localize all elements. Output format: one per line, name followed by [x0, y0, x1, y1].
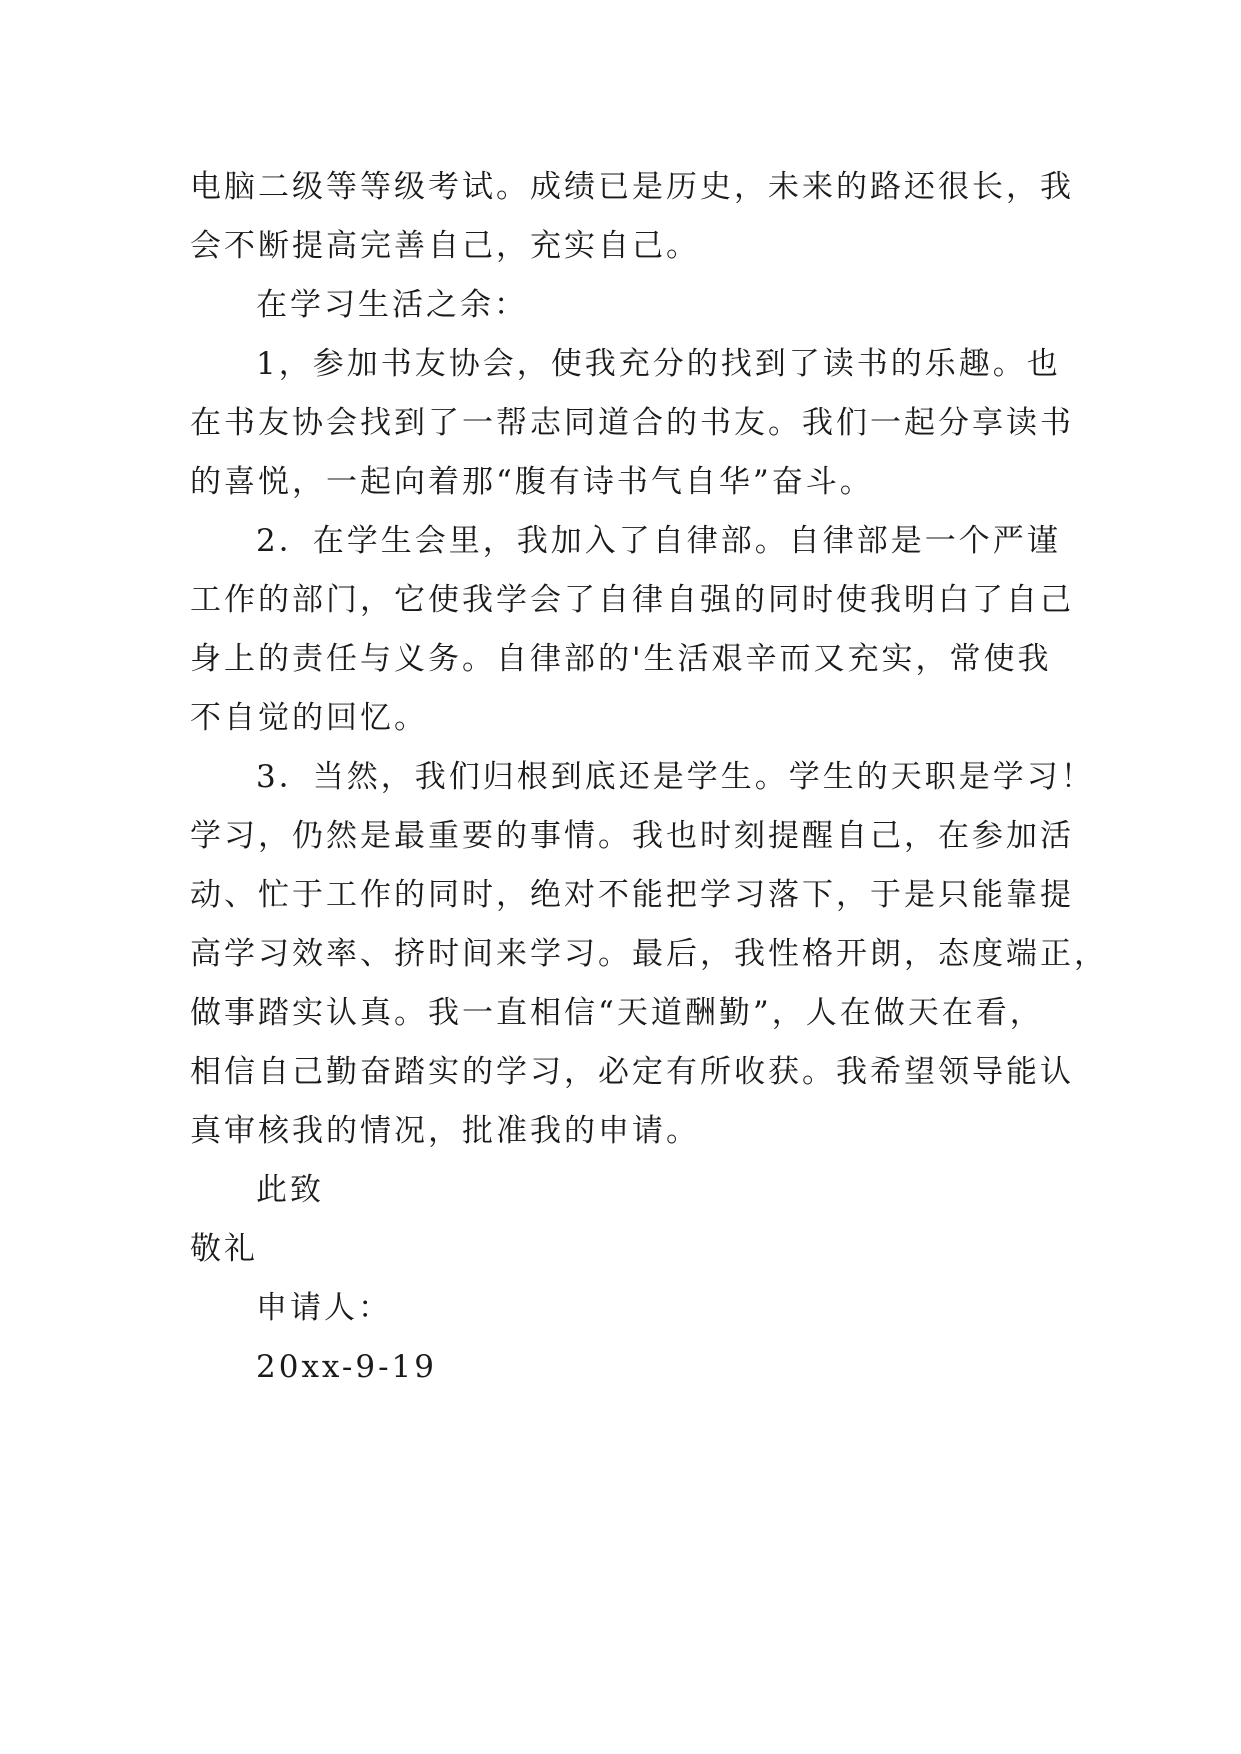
application-date: 20xx-9-19 [256, 1349, 437, 1385]
text-line: 1，参加书友协会，使我充分的找到了读书的乐趣。也 [256, 346, 1061, 382]
text-line: 不自觉的回忆。 [190, 700, 428, 736]
paragraph-intro [190, 276, 1070, 335]
text-line: 3．当然，我们归根到底还是学生。学生的天职是学习！ [256, 759, 1095, 795]
text-line: 会不断提高完善自己，充实自己。 [190, 228, 700, 264]
text-line: 高学习效率、挤时间来学习。最后，我性格开朗，态度端正， [190, 936, 1108, 972]
text-line: 在学习生活之余： [256, 287, 528, 323]
text-line: 2．在学生会里，我加入了自律部。自律部是一个严谨 [256, 523, 1061, 559]
applicant-block [190, 1279, 1070, 1397]
text-line: 相信自己勤奋踏实的学习，必定有所收获。我希望领导能认 [190, 1054, 1074, 1090]
applicant-label: 申请人： [256, 1290, 392, 1326]
text-line: 学习，仍然是最重要的事情。我也时刻提醒自己，在参加活 [190, 818, 1074, 854]
text-line: 在书友协会找到了一帮志同道合的书友。我们一起分享读书 [190, 405, 1074, 441]
text-line: 工作的部门，它使我学会了自律自强的同时使我明白了自己 [190, 582, 1074, 618]
paragraph-exams [190, 158, 1074, 276]
paragraph-item-1 [190, 335, 1074, 512]
text-line: 做事踏实认真。我一直相信“天道酬勤”，人在做天在看， [190, 995, 1044, 1031]
text-line: 真审核我的情况，批准我的申请。 [190, 1113, 700, 1149]
paragraph-item-2 [190, 512, 1074, 748]
text-line: 的喜悦，一起向着那“腹有诗书气自华”奋斗。 [190, 464, 874, 500]
text-line: 身上的责任与义务。自律部的'生活艰辛而又充实，常使我 [190, 641, 1052, 677]
text-line: 电脑二级等等级考试。成绩已是历史，未来的路还很长，我 [190, 169, 1074, 205]
regards-text: 敬礼 [190, 1231, 258, 1267]
closing-regards [190, 1220, 1070, 1279]
paragraph-item-3 [190, 748, 1108, 1161]
salutation-text: 此致 [256, 1172, 324, 1208]
closing-salutation [190, 1161, 1070, 1220]
text-line: 动、忙于工作的同时，绝对不能把学习落下，于是只能靠提 [190, 877, 1074, 913]
